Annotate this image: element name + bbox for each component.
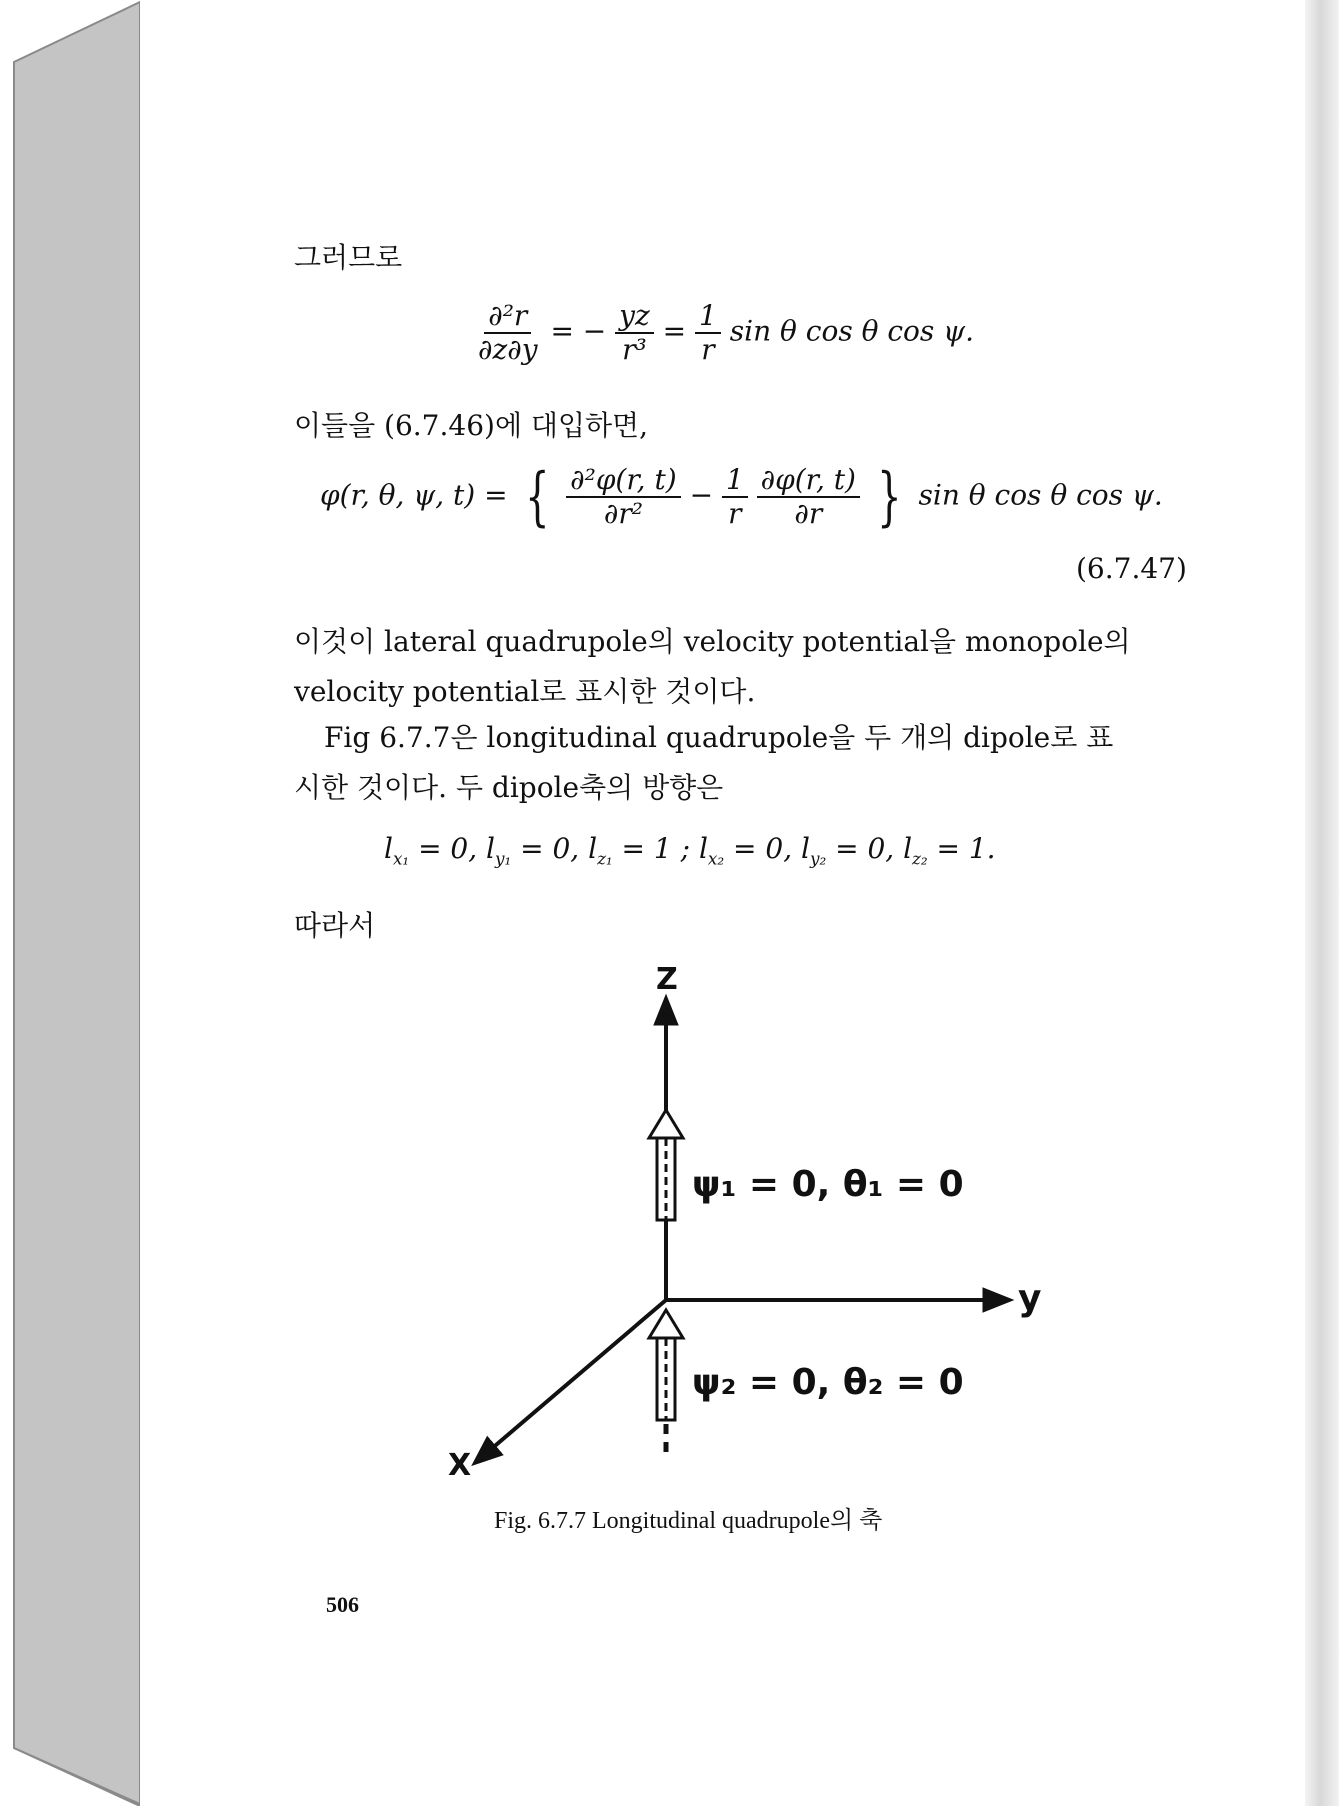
- axis-label-x: X: [448, 1448, 472, 1483]
- dipole-label-1: ψ₁ = 0, θ₁ = 0: [692, 1164, 964, 1205]
- x-axis: [476, 1300, 666, 1462]
- figure-caption: Fig. 6.7.7 Longitudinal quadrupole의 축: [494, 1508, 883, 1534]
- paragraph-fig-line1: Fig 6.7.7은 longitudinal quadrupole을 두 개의 dipole로 표: [324, 721, 1114, 754]
- dipole-arrow-1: [649, 1110, 683, 1220]
- equation-direction-cosines: $l_{x_1} = 0$, $l_{y_1} = 0$, $l_{z_1} = 1$ ; $l_{x_2} = 0$, $l_{y_2} = 0$, $l_{z_2} = 1$.: [384, 832, 996, 869]
- paragraph-lateral-line2: velocity potential로 표시한 것이다.: [294, 675, 756, 708]
- page-number: 506: [326, 1592, 359, 1617]
- axis-label-z: Z: [656, 962, 678, 997]
- equation-number-6-7-47: (6.7.47): [1076, 552, 1187, 585]
- axis-label-y: y: [1018, 1278, 1042, 1319]
- paragraph-lateral-line1: 이것이 lateral quadrupole의 velocity potential을 monopole의: [294, 625, 1131, 658]
- paragraph-fig-line2: 시한 것이다. 두 dipole축의 방향은: [294, 771, 724, 804]
- dipole-arrow-2: [649, 1310, 683, 1460]
- paragraph-accordingly: 따라서: [294, 909, 376, 942]
- equation-6-7-47: φ(r, θ, ψ, t) = { $\frac{\text{∂²φ(r, t)}}{\text{∂r²}}$ − $\frac{1}{r}$ $\frac{\partial\varphi(r, t)}{\partial r}$ } sin θ cos θ cos ψ.: [320, 460, 1163, 535]
- dipole-label-2: ψ₂ = 0, θ₂ = 0: [692, 1362, 964, 1403]
- equation-second-derivative: $\frac{\text{∂²r}}{\partial z\partial y}$ = − $\frac{yz}{\text{r³}}$ = $\frac{1}{r}$ sin θ cos θ cos ψ.: [478, 299, 975, 367]
- paragraph-therefore: 그러므로: [294, 241, 403, 274]
- paragraph-substitute: 이들을 (6.7.46)에 대입하면,: [294, 409, 648, 442]
